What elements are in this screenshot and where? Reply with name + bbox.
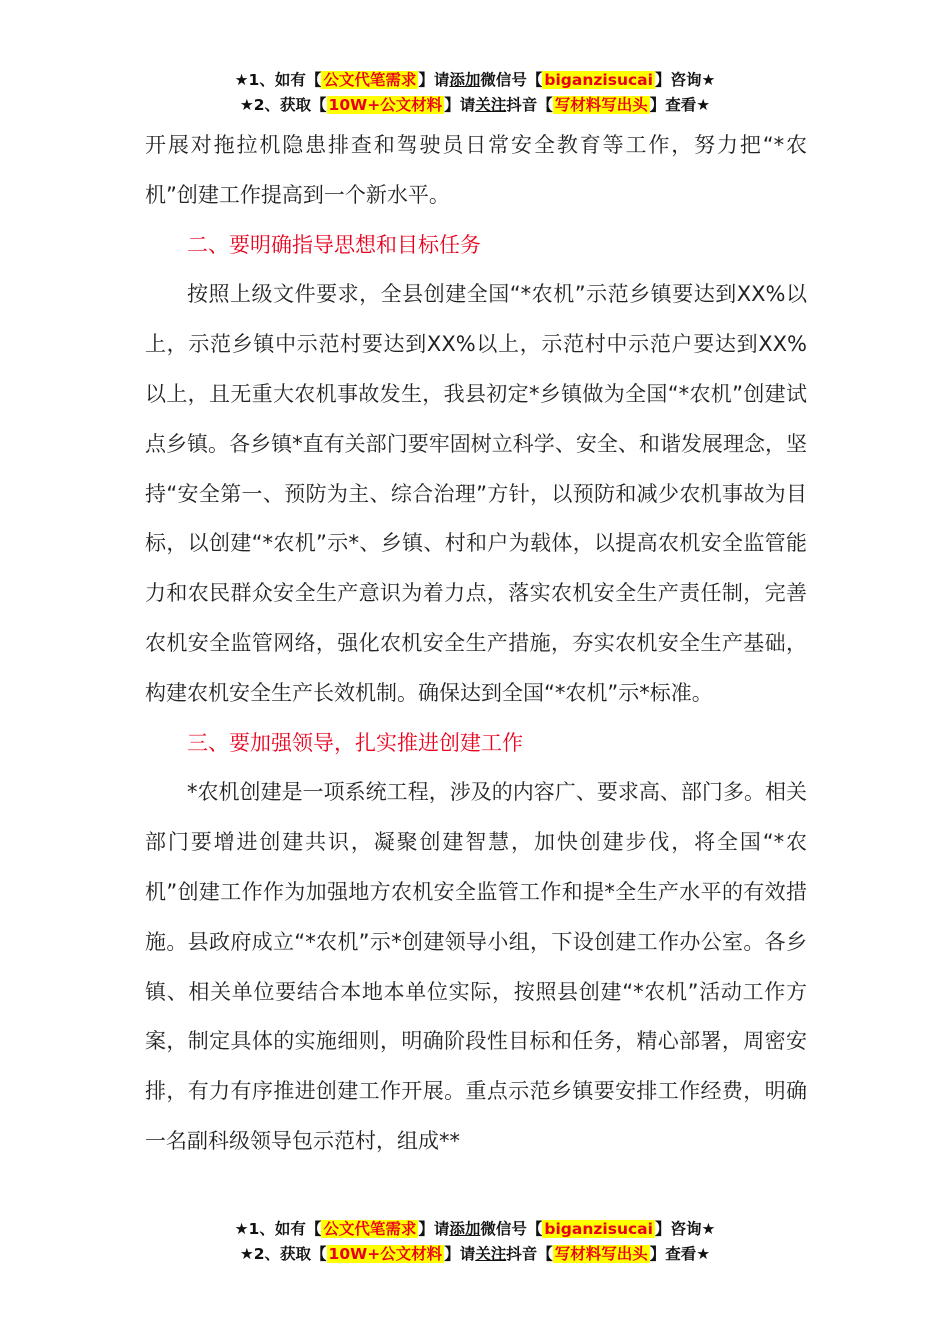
star-icon: ★ xyxy=(701,1220,716,1238)
section-heading-2: 二、要明确指导思想和目标任务 xyxy=(187,232,481,257)
star-icon: ★ xyxy=(234,1220,249,1238)
header-banner xyxy=(0,68,950,118)
paragraph-guiding-ideas: 按照上级文件要求，全县创建全国“*农机”示范乡镇要达到XX%以上，示范乡镇中示范村要达到XX%以上，示范村中示范户要达到XX%以上，且无重大农机事故发生，我县初定*乡镇做为全国“*农机”创建试点乡镇。各乡镇*直有关部门要牢固树立科学、安全、和谐发展理念，坚持“安全第一、预防为主、综合治理”方针，以预防和减少农机事故为目标，以创建“*农机”示*、乡镇、村和户为载体，以提高农机安全监管能力和农民群众安全生产意识为着力点，落实农机安全生产责任制，完善农机安全监管网络，强化农机安全生产措施，夯实农机安全生产基础，构建农机安全生产长效机制。确保达到全国“*农机”示*标准。 xyxy=(145,282,807,705)
paragraph-intro: 开展对拖拉机隐患排查和驾驶员日常安全教育等工作，努力把“*农机”创建工作提高到一个新水平。 xyxy=(145,133,807,207)
star-icon: ★ xyxy=(239,96,254,114)
highlight-wechat-id: biganzisucai xyxy=(544,1220,653,1238)
highlight-douyin: 写材料写出头 xyxy=(554,96,648,114)
highlight-douyin: 写材料写出头 xyxy=(554,1245,648,1263)
highlight-materials: 10W+公文材料 xyxy=(328,1245,443,1263)
banner-line-1: ★1、如有【 公文代笔需求 】请添加微信号【 biganzisucai 】咨询★ xyxy=(234,1220,716,1238)
highlight-ghostwriting: 公文代笔需求 xyxy=(323,71,417,89)
document-body xyxy=(145,121,807,1167)
banner-line-1: ★1、如有【 公文代笔需求 】请添加微信号【 biganzisucai 】咨询★ xyxy=(234,71,716,89)
banner-line-2: ★2、获取【 10W+公文材料 】请关注抖音【 写材料写出头 】查看★ xyxy=(239,96,711,114)
star-icon: ★ xyxy=(701,71,716,89)
star-icon: ★ xyxy=(696,1245,711,1263)
banner-line-2: ★2、获取【 10W+公文材料 】请关注抖音【 写材料写出头 】查看★ xyxy=(239,1245,711,1263)
paragraph-leadership: *农机创建是一项系统工程，涉及的内容广、要求高、部门多。相关部门要增进创建共识，凝聚创建智慧，加快创建步伐，将全国“*农机”创建工作作为加强地方农机安全监管工作和提*全生产水平的有效措施。县政府成立“*农机”示*创建领导小组，下设创建工作办公室。各乡镇、相关单位要结合本地本单位实际，按照县创建“*农机”活动工作方案，制定具体的实施细则，明确阶段性目标和任务，精心部署，周密安排，有力有序推进创建工作开展。重点示范乡镇要安排工作经费，明确一名副科级领导包示范村，组成** xyxy=(145,780,807,1153)
highlight-wechat-id: biganzisucai xyxy=(544,71,653,89)
highlight-materials: 10W+公文材料 xyxy=(328,96,443,114)
highlight-ghostwriting: 公文代笔需求 xyxy=(323,1220,417,1238)
star-icon: ★ xyxy=(696,96,711,114)
section-heading-3: 三、要加强领导，扎实推进创建工作 xyxy=(187,730,523,755)
star-icon: ★ xyxy=(239,1245,254,1263)
star-icon: ★ xyxy=(234,71,249,89)
footer-banner xyxy=(0,1217,950,1267)
